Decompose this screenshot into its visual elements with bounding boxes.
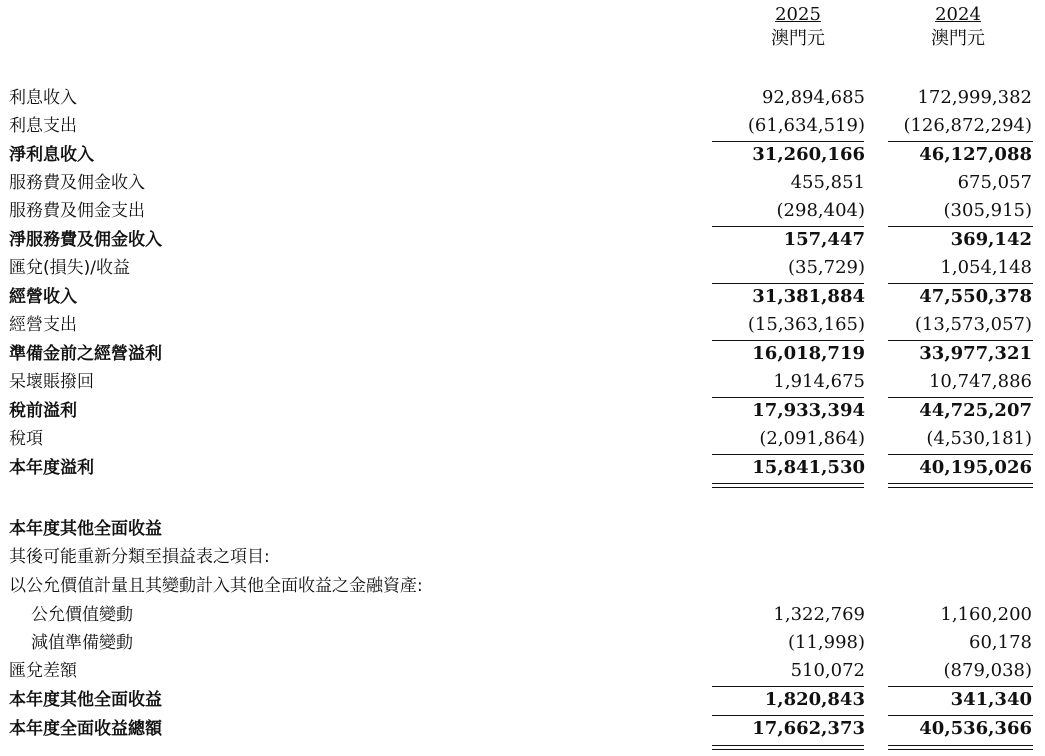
row-label: 利息收入 <box>9 88 77 108</box>
year-2025: 2025 <box>775 4 821 25</box>
value-2024: 675,057 <box>957 172 1032 193</box>
row-label: 經營收入 <box>9 287 77 307</box>
row-label: 準備金前之經營溢利 <box>9 344 162 364</box>
row-interest-expense <box>0 112 1045 140</box>
total-double-line <box>888 483 1033 488</box>
value-2025: 92,894,685 <box>761 87 865 108</box>
value-2024: 33,977,321 <box>919 343 1032 364</box>
row-oci-for-year <box>0 686 1045 714</box>
value-2024: 60,178 <box>969 632 1032 653</box>
value-2024: 44,725,207 <box>919 400 1032 421</box>
row-label: 本年度全面收益總額 <box>9 719 162 739</box>
value-2025: 17,933,394 <box>752 400 865 421</box>
row-label: 呆壞賬撥回 <box>9 372 94 392</box>
row-label: 利息支出 <box>9 116 77 136</box>
column-header-2025 <box>728 3 868 51</box>
row-fee-income <box>0 169 1045 197</box>
row-operating-expense <box>0 311 1045 339</box>
year-2024: 2024 <box>935 4 981 25</box>
row-label: 匯兌(損失)/收益 <box>9 258 130 278</box>
oci-subheading-reclassifiable <box>0 543 1045 571</box>
row-impairment-change <box>0 629 1045 657</box>
value-2025: (298,404) <box>776 200 865 221</box>
value-2024: 10,747,886 <box>928 371 1032 392</box>
row-operating-profit-before-provisions <box>0 340 1045 368</box>
value-2025: 31,260,166 <box>752 144 865 165</box>
row-net-fee-income <box>0 226 1045 254</box>
value-2025: 455,851 <box>790 172 865 193</box>
value-2025: 17,662,373 <box>752 718 865 739</box>
total-double-line <box>888 745 1033 750</box>
row-label: 稅項 <box>9 429 43 449</box>
row-fair-value-change <box>0 601 1045 629</box>
value-2025: (35,729) <box>787 257 865 278</box>
value-2024: 40,195,026 <box>919 457 1032 478</box>
value-2024: (879,038) <box>943 660 1032 681</box>
value-2025: 1,820,843 <box>764 689 865 710</box>
total-double-line <box>712 483 864 488</box>
value-2025: 157,447 <box>783 229 865 250</box>
row-label: 服務費及佣金支出 <box>9 201 145 221</box>
row-label: 匯兌差額 <box>9 661 77 681</box>
row-label: 服務費及佣金收入 <box>9 173 145 193</box>
oci-section-title <box>0 515 1045 543</box>
row-interest-income <box>0 84 1045 112</box>
row-label: 經營支出 <box>9 315 77 335</box>
value-2025: (15,363,165) <box>747 314 865 335</box>
row-profit-before-tax <box>0 397 1045 425</box>
row-operating-income <box>0 283 1045 311</box>
row-label: 淨服務費及佣金收入 <box>9 230 162 250</box>
value-2024: 341,340 <box>950 689 1032 710</box>
total-double-line <box>712 745 864 750</box>
value-2024: 1,160,200 <box>940 604 1032 625</box>
section-heading: 本年度其他全面收益 <box>9 519 162 539</box>
value-2025: (61,634,519) <box>747 115 865 136</box>
value-2025: 1,322,769 <box>773 604 865 625</box>
row-profit-for-year <box>0 454 1045 482</box>
value-2024: (13,573,057) <box>914 314 1032 335</box>
value-2024: 46,127,088 <box>919 144 1032 165</box>
row-label: 淨利息收入 <box>9 145 94 165</box>
row-bad-debt-writeback <box>0 368 1045 396</box>
value-2024: 40,536,366 <box>919 718 1032 739</box>
currency-2025: 澳門元 <box>771 28 825 49</box>
column-header-2024 <box>888 3 1028 51</box>
row-label: 公允價值變動 <box>31 605 133 625</box>
value-2025: 510,072 <box>790 660 865 681</box>
currency-2024: 澳門元 <box>931 28 985 49</box>
oci-subheading-fvoci <box>0 572 1045 600</box>
row-label: 減值準備變動 <box>31 633 133 653</box>
row-net-interest-income <box>0 141 1045 169</box>
value-2024: (305,915) <box>943 200 1032 221</box>
subheading: 以公允價值計量且其變動計入其他全面收益之金融資產: <box>9 576 423 596</box>
row-label: 本年度其他全面收益 <box>9 690 162 710</box>
row-total-comprehensive-income <box>0 715 1045 743</box>
row-label: 稅前溢利 <box>9 401 77 421</box>
value-2025: 15,841,530 <box>752 457 865 478</box>
subheading: 其後可能重新分類至損益表之項目: <box>9 547 270 567</box>
value-2025: 16,018,719 <box>752 343 865 364</box>
row-exchange-difference <box>0 657 1045 685</box>
value-2025: (11,998) <box>787 632 865 653</box>
value-2024: 172,999,382 <box>917 87 1032 108</box>
value-2024: 369,142 <box>950 229 1032 250</box>
value-2024: 1,054,148 <box>940 257 1032 278</box>
value-2025: 1,914,675 <box>773 371 865 392</box>
row-exchange-gain-loss <box>0 254 1045 282</box>
row-label: 本年度溢利 <box>9 458 94 478</box>
value-2025: 31,381,884 <box>752 286 865 307</box>
value-2025: (2,091,864) <box>759 428 865 449</box>
value-2024: (4,530,181) <box>926 428 1032 449</box>
value-2024: (126,872,294) <box>903 115 1032 136</box>
row-tax <box>0 425 1045 453</box>
row-fee-expense <box>0 197 1045 225</box>
value-2024: 47,550,378 <box>919 286 1032 307</box>
